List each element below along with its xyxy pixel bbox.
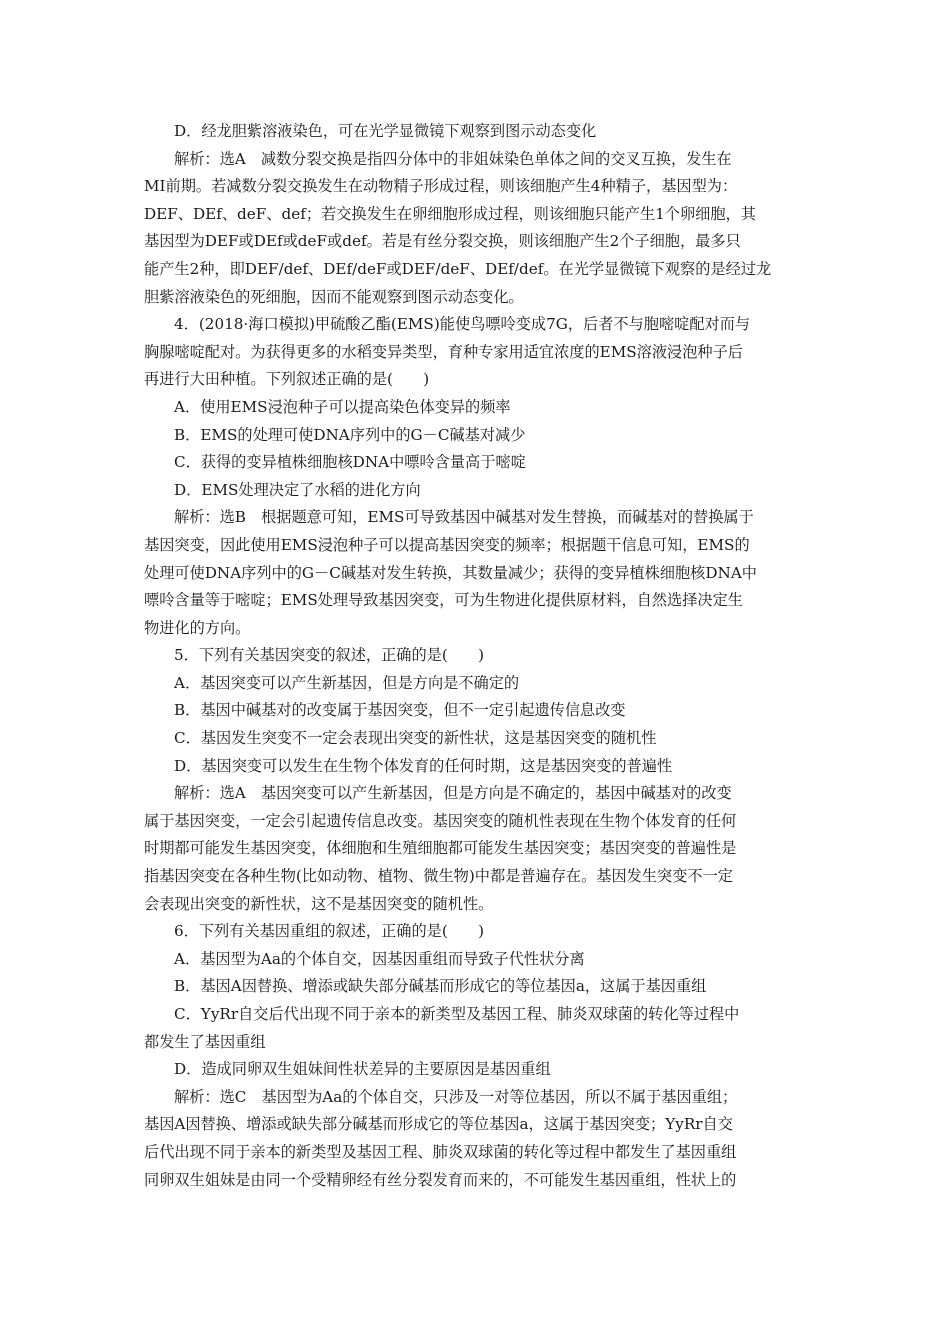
text-line: 解析：选A 减数分裂交换是指四分体中的非姐妹染色单体之间的交叉互换，发生在 — [174, 149, 732, 168]
text-line: 胆紫溶液染色的死细胞，因而不能观察到图示动态变化。 — [144, 287, 524, 306]
text-line: A．基因突变可以产生新基因，但是方向是不确定的 — [174, 673, 520, 692]
text-line: D．EMS处理决定了水稻的进化方向 — [174, 480, 421, 499]
text-line: C．基因发生突变不一定会表现出突变的新性状，这是基因突变的随机性 — [174, 729, 657, 748]
text-line: 能产生2种，即DEF/def、DEf/deF或DEF/deF、DEf/def。在光学显微镜下观察的是经过龙 — [144, 259, 772, 278]
text-line: B．EMS的处理可使DNA序列中的G－C碱基对减少 — [174, 425, 526, 444]
text-line: D．基因突变可以发生在生物个体发育的任何时期，这是基因突变的普遍性 — [174, 756, 673, 775]
text-line: 都发生了基因重组 — [144, 1032, 266, 1051]
text-line: 指基因突变在各种生物(比如动物、植物、微生物)中都是普遍存在。基因发生突变不一定 — [144, 867, 733, 886]
text-line: D．经龙胆紫溶液染色，可在光学显微镜下观察到图示动态变化 — [174, 122, 597, 140]
text-line: 再进行大田种植。下列叙述正确的是( ) — [144, 370, 430, 389]
text-line: 胸腺嘧啶配对。为获得更多的水稻变异类型，育种专家用适宜浓度的EMS溶液浸泡种子后 — [144, 342, 743, 361]
text-line: MⅠ前期。若减数分裂交换发生在动物精子形成过程，则该细胞产生4种精子，基因型为： — [144, 177, 738, 196]
text-line: 4．(2018·海口模拟)甲硫酸乙酯(EMS)能使鸟嘌呤变成7G，后者不与胞嘧啶配对而与 — [174, 315, 751, 334]
text-line: C．获得的变异植株细胞核DNA中嘌呤含量高于嘧啶 — [174, 453, 526, 472]
text-line: 属于基因突变，一定会引起遗传信息改变。基因突变的随机性表现在生物个体发育的任何 — [144, 811, 737, 830]
document-body — [144, 118, 808, 1194]
text-line: 解析：选A 基因突变可以产生新基因，但是方向是不确定的，基因中碱基对的改变 — [174, 784, 732, 803]
text-line: 基因突变，因此使用EMS浸泡种子可以提高基因突变的频率；根据题干信息可知，EMS的 — [144, 535, 750, 554]
text-line: 6．下列有关基因重组的叙述，正确的是( ) — [174, 922, 485, 941]
text-line: 同卵双生姐妹是由同一个受精卵经有丝分裂发育而来的，不可能发生基因重组，性状上的 — [144, 1170, 737, 1189]
text-line: 解析：选C 基因型为Aa的个体自交，只涉及一对等位基因，所以不属于基因重组； — [174, 1087, 738, 1106]
text-line: A．基因型为Aa的个体自交，因基因重组而导致子代性状分离 — [174, 949, 585, 968]
text-line: 会表现出突变的新性状，这不是基因突变的随机性。 — [144, 894, 494, 913]
text-line: DEF、DEf、deF、def；若交换发生在卵细胞形成过程，则该细胞只能产生1个卵细胞，其 — [144, 204, 756, 223]
text-line: 后代出现不同于亲本的新类型及基因工程、肺炎双球菌的转化等过程中都发生了基因重组 — [144, 1142, 737, 1161]
text-line: B．基因A因替换、增添或缺失部分碱基而形成它的等位基因a，这属于基因重组 — [174, 977, 707, 996]
text-line: 时期都可能发生基因突变，体细胞和生殖细胞都可能发生基因突变；基因突变的普遍性是 — [144, 839, 737, 858]
text-line: A．使用EMS浸泡种子可以提高染色体变异的频率 — [174, 397, 511, 416]
text-line: B．基因中碱基对的改变属于基因突变，但不一定引起遗传信息改变 — [174, 701, 626, 720]
text-line: C．YyRr自交后代出现不同于亲本的新类型及基因工程、肺炎双球菌的转化等过程中 — [174, 1005, 740, 1023]
text-line: 解析：选B 根据题意可知，EMS可导致基因中碱基对发生替换，而碱基对的替换属于 — [174, 508, 754, 527]
text-line: 嘌呤含量等于嘧啶；EMS处理导致基因突变，可为生物进化提供原材料，自然选择决定生 — [144, 591, 743, 610]
text-line: D．造成同卵双生姐妹间性状差异的主要原因是基因重组 — [174, 1060, 551, 1079]
text-line: 物进化的方向。 — [144, 618, 251, 637]
text-line: 基因A因替换、增添或缺失部分碱基而形成它的等位基因a，这属于基因突变；YyRr自交 — [144, 1115, 733, 1134]
text-line: 基因型为DEF或DEf或deF或def。若是有丝分裂交换，则该细胞产生2个子细胞，最多只 — [144, 232, 741, 251]
text-line: 处理可使DNA序列中的G－C碱基对发生转换，其数量减少；获得的变异植株细胞核DNA中 — [144, 563, 757, 582]
text-line: 5．下列有关基因突变的叙述，正确的是( ) — [174, 646, 485, 665]
